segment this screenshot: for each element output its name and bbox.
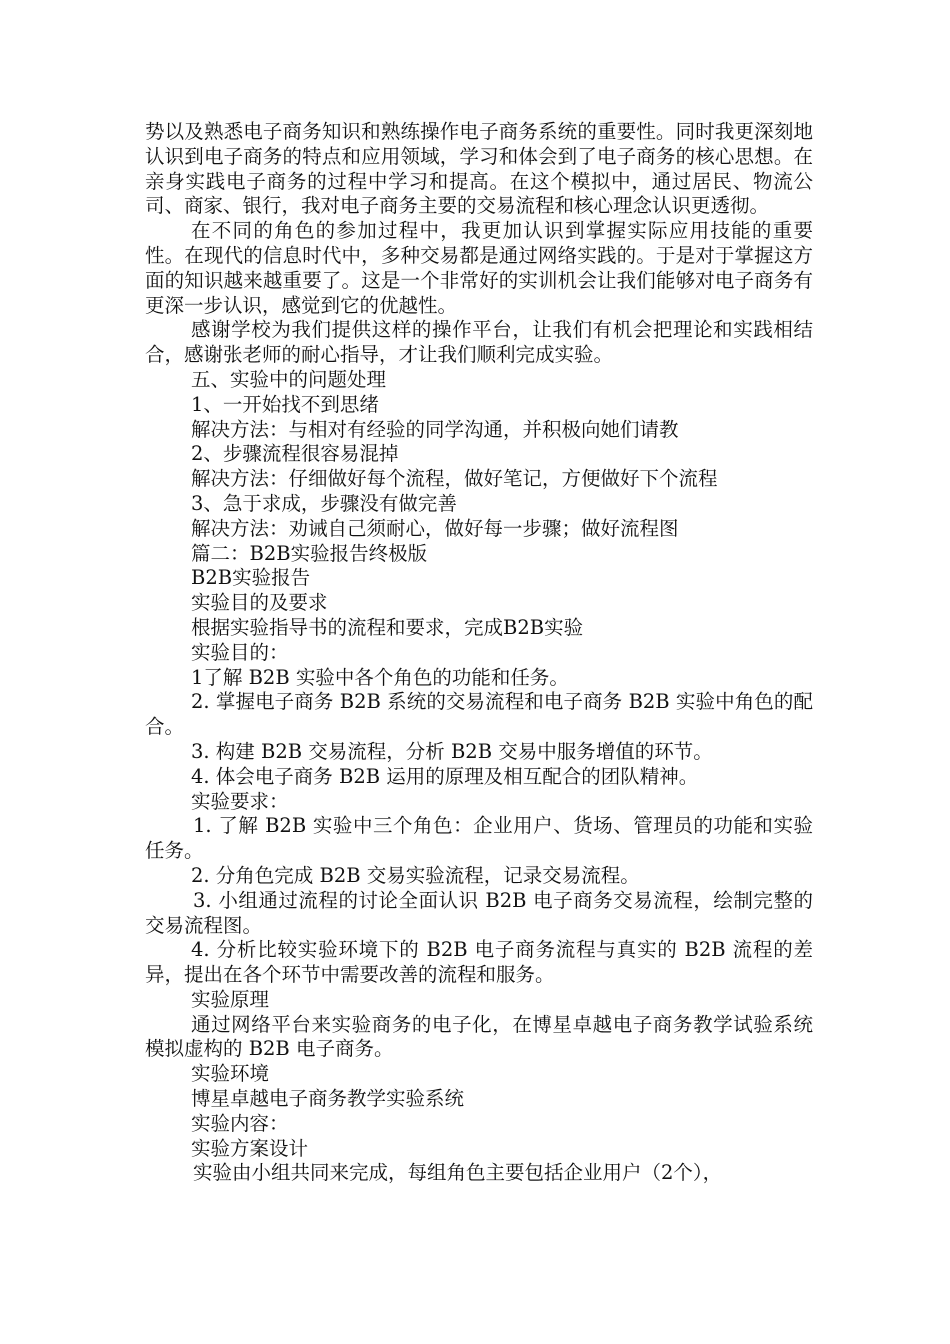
solution-item-2: 解决方法：仔细做好每个流程，做好笔记，方便做好下个流程 — [191, 467, 718, 491]
heading-purpose: 实验目的： — [191, 640, 289, 664]
purpose-item-1: 1了解 B2B 实验中各个角色的功能和任务。 — [191, 665, 569, 689]
paragraph-design: 实验由小组共同来完成，每组角色主要包括企业用户（2个）， — [193, 1161, 723, 1185]
chapter-heading-b2b: 篇二：B2B实验报告终极版 — [191, 541, 428, 565]
heading-purpose-requirements: 实验目的及要求 — [191, 591, 328, 615]
purpose-item-2: 2. 掌握电子商务 B2B 系统的交易流程和电子商务 B2B 实验中角色的配合。 — [145, 690, 813, 739]
purpose-item-4: 4. 体会电子商务 B2B 运用的原理及相互配合的团队精神。 — [191, 764, 699, 788]
paragraph-role-participation: 在不同的角色的参加过程中，我更加认识到掌握实际应用技能的重要性。在现代的信息时代中，多种交易都是通过网络实践的。于是对于掌握这方面的知识越来越重要了。这是一个非常好的实训机会让我们能够对电子商务有更深一步认识，感觉到它的优越性。 — [145, 219, 813, 317]
paragraph-summary: 势以及熟悉电子商务知识和熟练操作电子商务系统的重要性。同时我更深刻地认识到电子商务的特点和应用领域，学习和体会到了电子商务的核心思想。在亲身实践电子商务的过程中学习和提高。在这个模拟中，通过居民、物流公司、商家、银行，我对电子商务主要的交易流程和核心理念认识更透彻。 — [145, 120, 813, 218]
requirement-item-2: 2. 分角色完成 B2B 交易实验流程，记录交易流程。 — [191, 863, 640, 887]
report-title: B2B实验报告 — [191, 566, 311, 590]
solution-item-1: 解决方法：与相对有经验的同学沟通，并积极向她们请教 — [191, 417, 679, 441]
heading-principle: 实验原理 — [191, 987, 270, 1011]
document-body — [145, 120, 813, 1186]
paragraph-purpose-intro: 根据实验指导书的流程和要求，完成B2B实验 — [191, 615, 584, 639]
heading-environment: 实验环境 — [191, 1062, 270, 1086]
heading-content: 实验内容： — [191, 1111, 289, 1135]
problem-item-2: 2、步骤流程很容易混掉 — [191, 442, 399, 466]
section-heading-problems: 五、实验中的问题处理 — [191, 367, 387, 391]
problem-item-3: 3、急于求成，步骤没有做完善 — [191, 491, 457, 515]
requirement-item-3: 3. 小组通过流程的讨论全面认识 B2B 电子商务交易流程，绘制完整的交易流程图。 — [145, 888, 813, 937]
paragraph-thanks: 感谢学校为我们提供这样的操作平台，让我们有机会把理论和实践相结合，感谢张老师的耐心指导，才让我们顺利完成实验。 — [145, 318, 813, 367]
paragraph-principle: 通过网络平台来实验商务的电子化，在博星卓越电子商务教学试验系统模拟虚构的 B2B 电子商务。 — [145, 1012, 813, 1061]
heading-requirements: 实验要求： — [191, 789, 289, 813]
requirement-item-4: 4. 分析比较实验环境下的 B2B 电子商务流程与真实的 B2B 流程的差异，提出在各个环节中需要改善的流程和服务。 — [145, 938, 813, 987]
paragraph-environment: 博星卓越电子商务教学实验系统 — [191, 1087, 465, 1111]
requirement-item-1: 1. 了解 B2B 实验中三个角色：企业用户、货场、管理员的功能和实验任务。 — [145, 814, 813, 863]
problem-item-1: 1、一开始找不到思绪 — [191, 392, 379, 416]
purpose-item-3: 3. 构建 B2B 交易流程，分析 B2B 交易中服务增值的环节。 — [191, 739, 713, 763]
heading-design: 实验方案设计 — [191, 1136, 309, 1160]
solution-item-3: 解决方法：劝诫自己须耐心，做好每一步骤；做好流程图 — [191, 516, 679, 540]
